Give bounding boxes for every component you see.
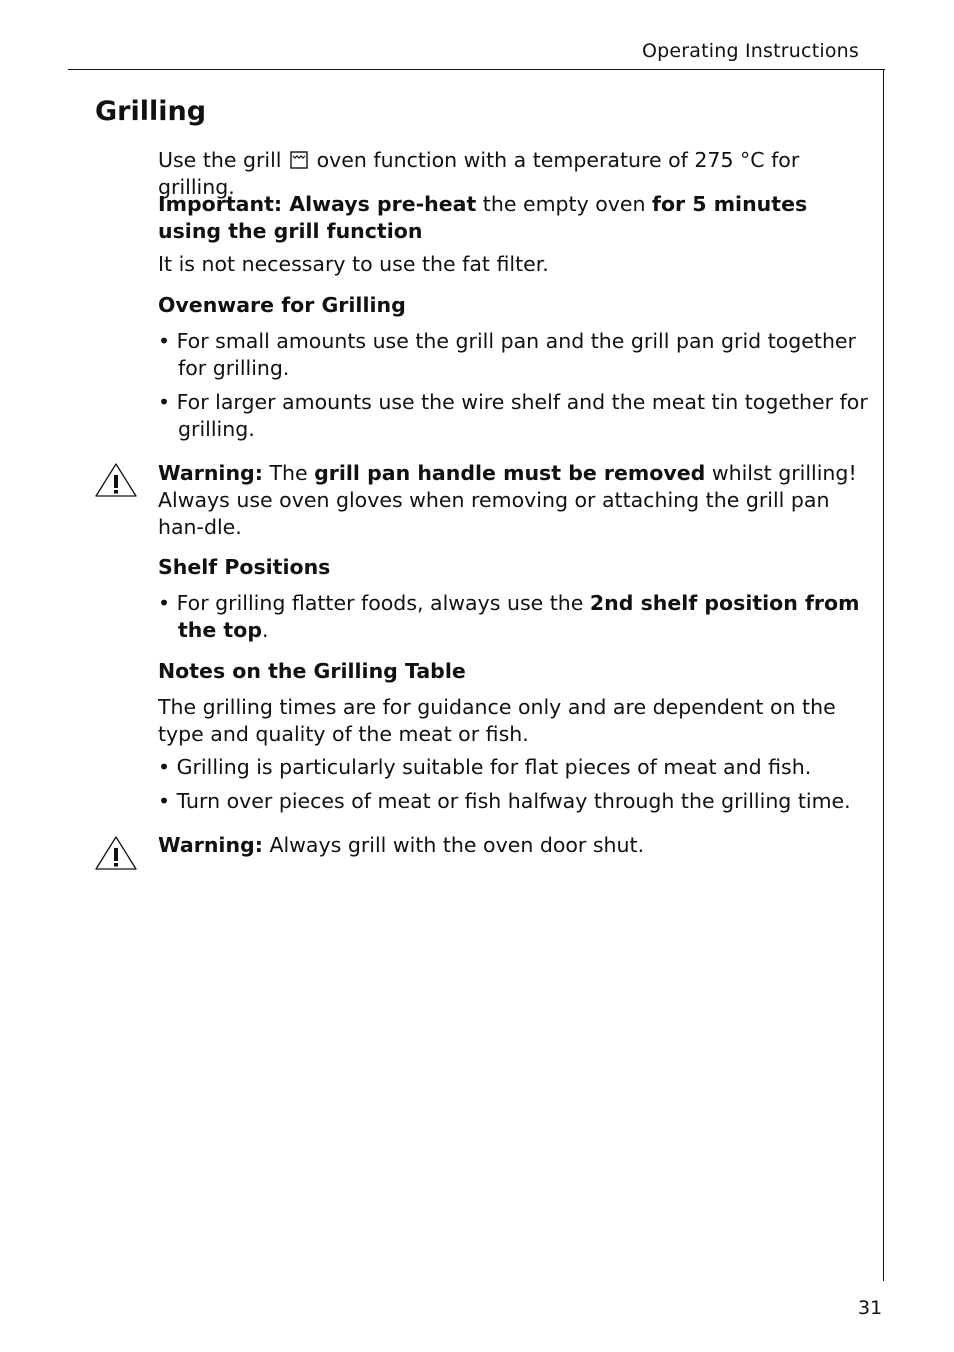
important-bold-2: for 5 minutes using the grill function <box>158 192 808 243</box>
ovenware-heading: Ovenware for Grilling <box>158 293 406 317</box>
shelf-text-end: . <box>262 618 269 642</box>
list-item: • For small amounts use the grill pan and the grill pan grid together for grilling. <box>158 329 856 380</box>
intro-text-after: oven function with a temperature of 275 °C for grilling. <box>158 148 800 199</box>
page-title: Grilling <box>95 96 207 127</box>
fat-filter-note: It is not necessary to use the fat filter. <box>158 252 549 276</box>
warning-text: The <box>262 461 315 485</box>
shelf-text: • For grilling flatter foods, always use the <box>158 591 590 615</box>
list-item: • Turn over pieces of meat or fish halfway through the grilling time. <box>158 789 851 813</box>
shelf-bold: 2nd shelf position from the top <box>178 591 860 642</box>
important-paragraph <box>158 191 858 245</box>
warning-triangle-icon <box>94 834 138 872</box>
warning-text: Always grill with the oven door shut. <box>262 833 645 857</box>
notes-heading: Notes on the Grilling Table <box>158 659 466 683</box>
warning-door-shut <box>158 832 858 859</box>
header-section-title: Operating Instructions <box>641 40 859 62</box>
warning-triangle-icon <box>94 461 138 499</box>
important-text: the empty oven <box>476 192 653 216</box>
shelf-positions-heading: Shelf Positions <box>158 555 331 579</box>
list-item <box>158 590 878 644</box>
list-item: • For larger amounts use the wire shelf and the meat tin together for grilling. <box>158 390 868 441</box>
warning-bold: grill pan handle must be removed <box>314 461 706 485</box>
grill-function-icon <box>290 151 308 169</box>
warning-label: Warning: <box>158 833 263 857</box>
warning-text: whilst grilling! Always use oven gloves when removing or attaching the grill pan han-dle. <box>158 461 857 539</box>
notes-paragraph: The grilling times are for guidance only and are dependent on the type and quality of the meat or fish. <box>158 695 836 746</box>
warning-grill-pan-handle <box>158 460 858 541</box>
margin-rule <box>883 69 884 1281</box>
warning-label: Warning: <box>158 461 263 485</box>
page-number: 31 <box>858 1297 883 1319</box>
important-bold-1: Important: Always pre-heat <box>158 192 477 216</box>
header-rule <box>68 69 885 70</box>
list-item: • Grilling is particularly suitable for flat pieces of meat and fish. <box>158 755 812 779</box>
intro-text-before: Use the grill <box>158 148 282 172</box>
